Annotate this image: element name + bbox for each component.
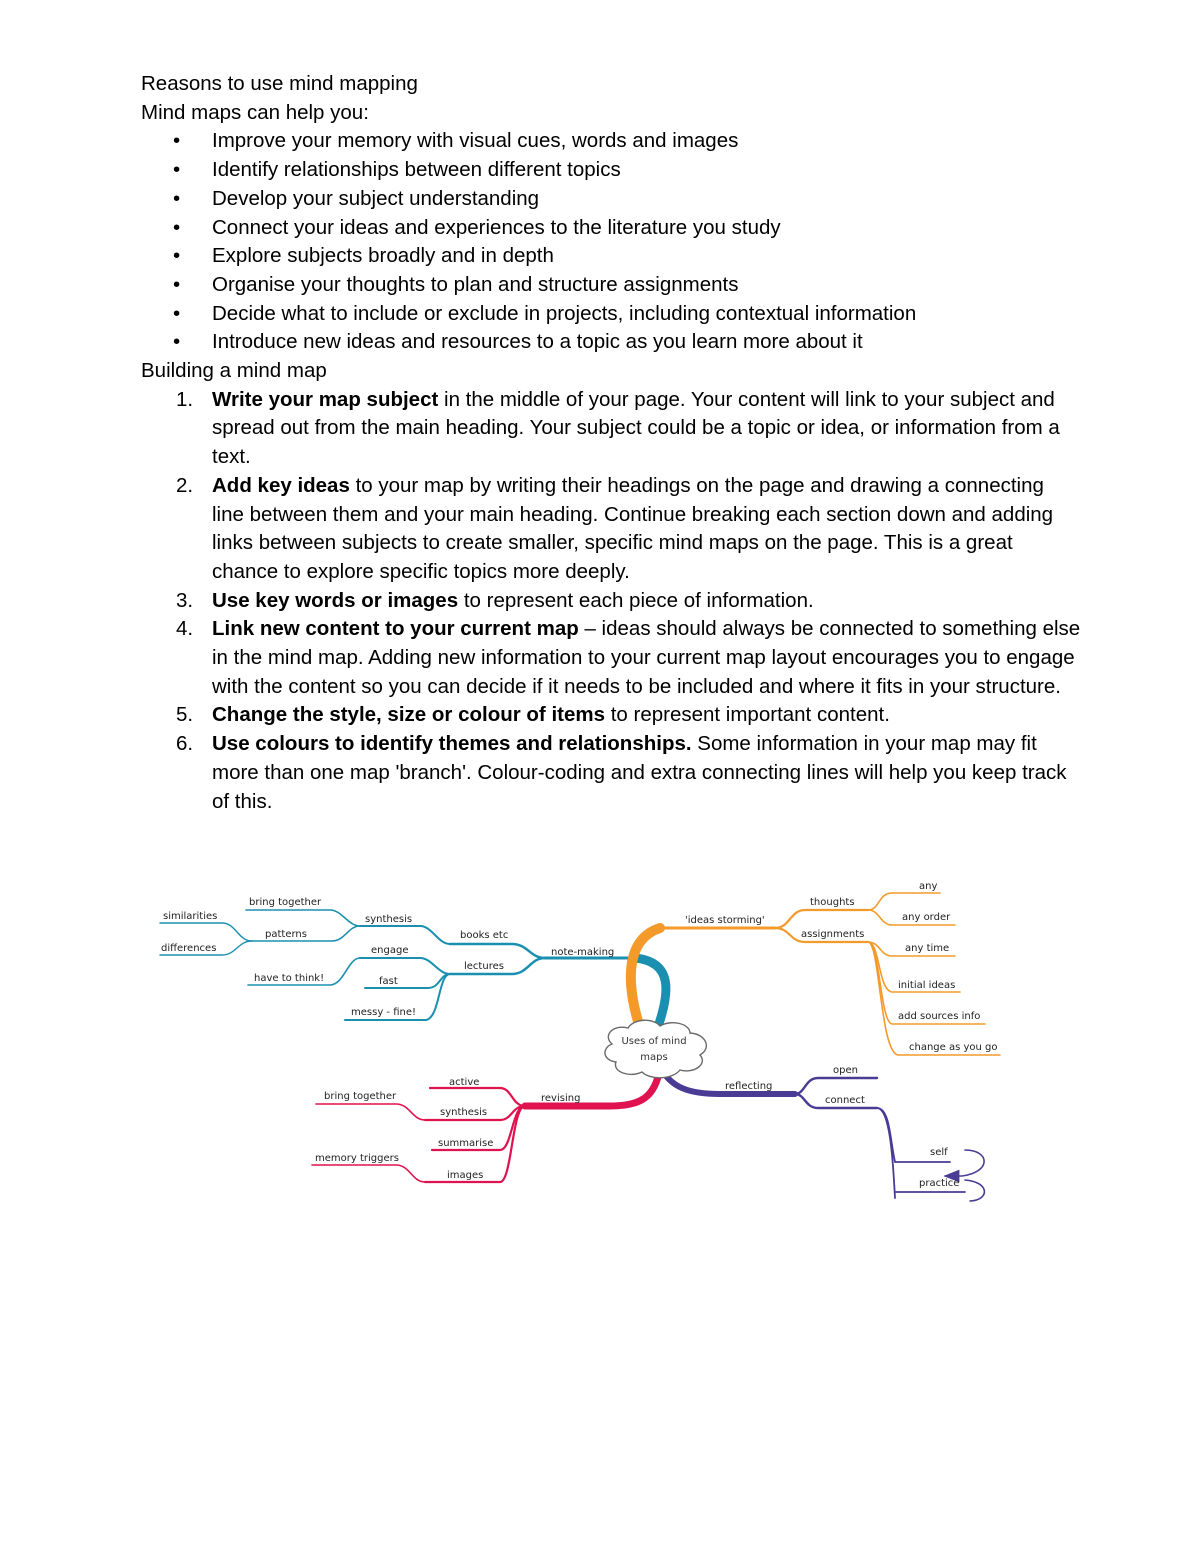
map-label: connect bbox=[825, 1095, 865, 1106]
branch-line bbox=[365, 974, 450, 988]
step-text: – ideas should always be connected to something else in the mind map. Adding new information to your current map layout encourages you to engage with the content so you can decide if it needs to be included and where it fits in your structure. bbox=[212, 617, 1081, 698]
step-number: 4. bbox=[176, 617, 194, 641]
map-label: engage bbox=[371, 945, 409, 956]
heading-reasons: Reasons to use mind mapping bbox=[141, 72, 418, 95]
branch-line bbox=[795, 1078, 877, 1094]
branch-line bbox=[868, 893, 940, 910]
branch-line bbox=[450, 944, 545, 958]
step-keyword: Change the style, size or colour of items bbox=[212, 703, 606, 727]
branch-line bbox=[868, 942, 1000, 1055]
map-label: open bbox=[833, 1065, 858, 1076]
cloud-shape bbox=[605, 1020, 706, 1078]
step-keyword: Add key ideas bbox=[212, 473, 350, 497]
map-label: memory triggers bbox=[315, 1153, 399, 1164]
center-label-line2: maps bbox=[640, 1052, 668, 1063]
mind-map-diagram bbox=[150, 872, 1010, 1207]
bullet-icon: • bbox=[173, 272, 181, 296]
map-label: note-making bbox=[551, 947, 615, 958]
list-item: • Improve your memory with visual cues, words and images bbox=[141, 127, 1081, 156]
map-label: initial ideas bbox=[898, 980, 956, 991]
map-label: reflecting bbox=[725, 1081, 773, 1092]
map-label: bring together bbox=[249, 897, 322, 908]
step-item bbox=[141, 701, 1081, 730]
map-label: any bbox=[919, 881, 938, 892]
branch-line bbox=[360, 926, 450, 944]
bullet-icon: • bbox=[173, 186, 181, 210]
branch-line bbox=[775, 910, 868, 928]
map-label: any order bbox=[902, 912, 951, 923]
map-label: add sources info bbox=[898, 1011, 981, 1022]
map-label: active bbox=[449, 1077, 480, 1088]
bullet-icon: • bbox=[173, 330, 181, 354]
bullet-icon: • bbox=[173, 301, 181, 325]
list-item: • Identify relationships between different topics bbox=[141, 156, 1081, 185]
step-item bbox=[141, 472, 1081, 587]
center-label-line1: Uses of mind bbox=[621, 1036, 687, 1047]
text-content bbox=[141, 70, 1081, 816]
map-label: patterns bbox=[265, 929, 307, 940]
revising-branch bbox=[312, 1068, 660, 1182]
bullet-icon: • bbox=[173, 215, 181, 239]
branch-line bbox=[246, 910, 360, 926]
map-label: differences bbox=[161, 943, 217, 954]
bullet-icon: • bbox=[173, 158, 181, 182]
benefits-list bbox=[141, 127, 1081, 357]
map-label: images bbox=[447, 1170, 484, 1181]
step-number: 5. bbox=[176, 703, 194, 727]
step-text: Some information in your map may fit more than one map 'branch'. Colour-coding and extra connecting lines will help you keep track of this. bbox=[212, 732, 1067, 813]
trunk-line bbox=[631, 928, 660, 1028]
step-item bbox=[141, 730, 1081, 816]
map-label: change as you go bbox=[909, 1042, 998, 1053]
center-node bbox=[605, 1020, 706, 1078]
map-label: similarities bbox=[163, 911, 218, 922]
steps-list bbox=[141, 386, 1081, 817]
loop-arrow bbox=[965, 1180, 984, 1201]
list-item: • Explore subjects broadly and in depth bbox=[141, 242, 1081, 271]
step-number: 2. bbox=[176, 473, 194, 497]
map-label: thoughts bbox=[810, 897, 855, 908]
map-label: books etc bbox=[460, 930, 509, 941]
step-number: 6. bbox=[176, 732, 194, 756]
loop-arrow bbox=[945, 1150, 984, 1176]
step-item bbox=[141, 615, 1081, 701]
map-label: practice bbox=[919, 1178, 960, 1189]
step-text: to your map by writing their headings on the page and drawing a connecting line between them and your main heading. Continue breaking each section down and adding links between subjects to create smaller, specific mind maps on the page. This is a great chance to explore specific topics more deeply. bbox=[212, 473, 1054, 583]
step-keyword: Write your map subject bbox=[212, 387, 439, 411]
step-text: to represent important content. bbox=[605, 703, 890, 727]
step-text: in the middle of your page. Your content will link to your subject and spread out from the main heading. Your subject could be a topic or idea, or information from a text. bbox=[212, 387, 1060, 469]
heading-building: Building a mind map bbox=[141, 359, 327, 383]
map-label: bring together bbox=[324, 1091, 397, 1102]
step-keyword: Use colours to identify themes and relationships. bbox=[212, 732, 692, 756]
map-label: 'ideas storming' bbox=[685, 915, 765, 926]
map-label: self bbox=[930, 1147, 948, 1158]
map-label: fast bbox=[379, 976, 398, 987]
mindmap-labels bbox=[161, 881, 998, 1189]
step-text: to represent each piece of information. bbox=[458, 588, 814, 612]
map-label: messy - fine! bbox=[351, 1007, 416, 1018]
list-item: • Develop your subject understanding bbox=[141, 185, 1081, 214]
step-item bbox=[141, 386, 1081, 472]
branch-line bbox=[360, 958, 450, 974]
step-number: 1. bbox=[176, 387, 194, 411]
map-label: assignments bbox=[801, 929, 865, 940]
branch-line bbox=[430, 1088, 525, 1106]
map-label: synthesis bbox=[440, 1107, 488, 1118]
map-label: revising bbox=[541, 1093, 581, 1104]
step-item bbox=[141, 587, 1081, 616]
map-label: synthesis bbox=[365, 914, 413, 925]
step-number: 3. bbox=[176, 588, 194, 612]
branch-line bbox=[316, 1104, 425, 1120]
step-keyword: Use key words or images bbox=[212, 588, 459, 612]
branch-line bbox=[160, 923, 252, 941]
list-item: • Decide what to include or exclude in projects, including contextual information bbox=[141, 300, 1081, 329]
branch-line bbox=[312, 1165, 425, 1182]
intro-text: Mind maps can help you: bbox=[141, 100, 369, 124]
map-label: summarise bbox=[438, 1138, 494, 1149]
branch-line bbox=[877, 1108, 895, 1198]
map-label: any time bbox=[905, 943, 950, 954]
list-item: • Introduce new ideas and resources to a topic as you learn more about it bbox=[141, 328, 1081, 357]
bullet-icon: • bbox=[173, 129, 181, 153]
map-label: lectures bbox=[464, 961, 504, 972]
step-keyword: Link new content to your current map bbox=[212, 617, 579, 641]
list-item: • Organise your thoughts to plan and structure assignments bbox=[141, 271, 1081, 300]
bullet-icon: • bbox=[173, 244, 181, 268]
list-item: • Connect your ideas and experiences to the literature you study bbox=[141, 214, 1081, 243]
map-label: have to think! bbox=[254, 973, 325, 984]
